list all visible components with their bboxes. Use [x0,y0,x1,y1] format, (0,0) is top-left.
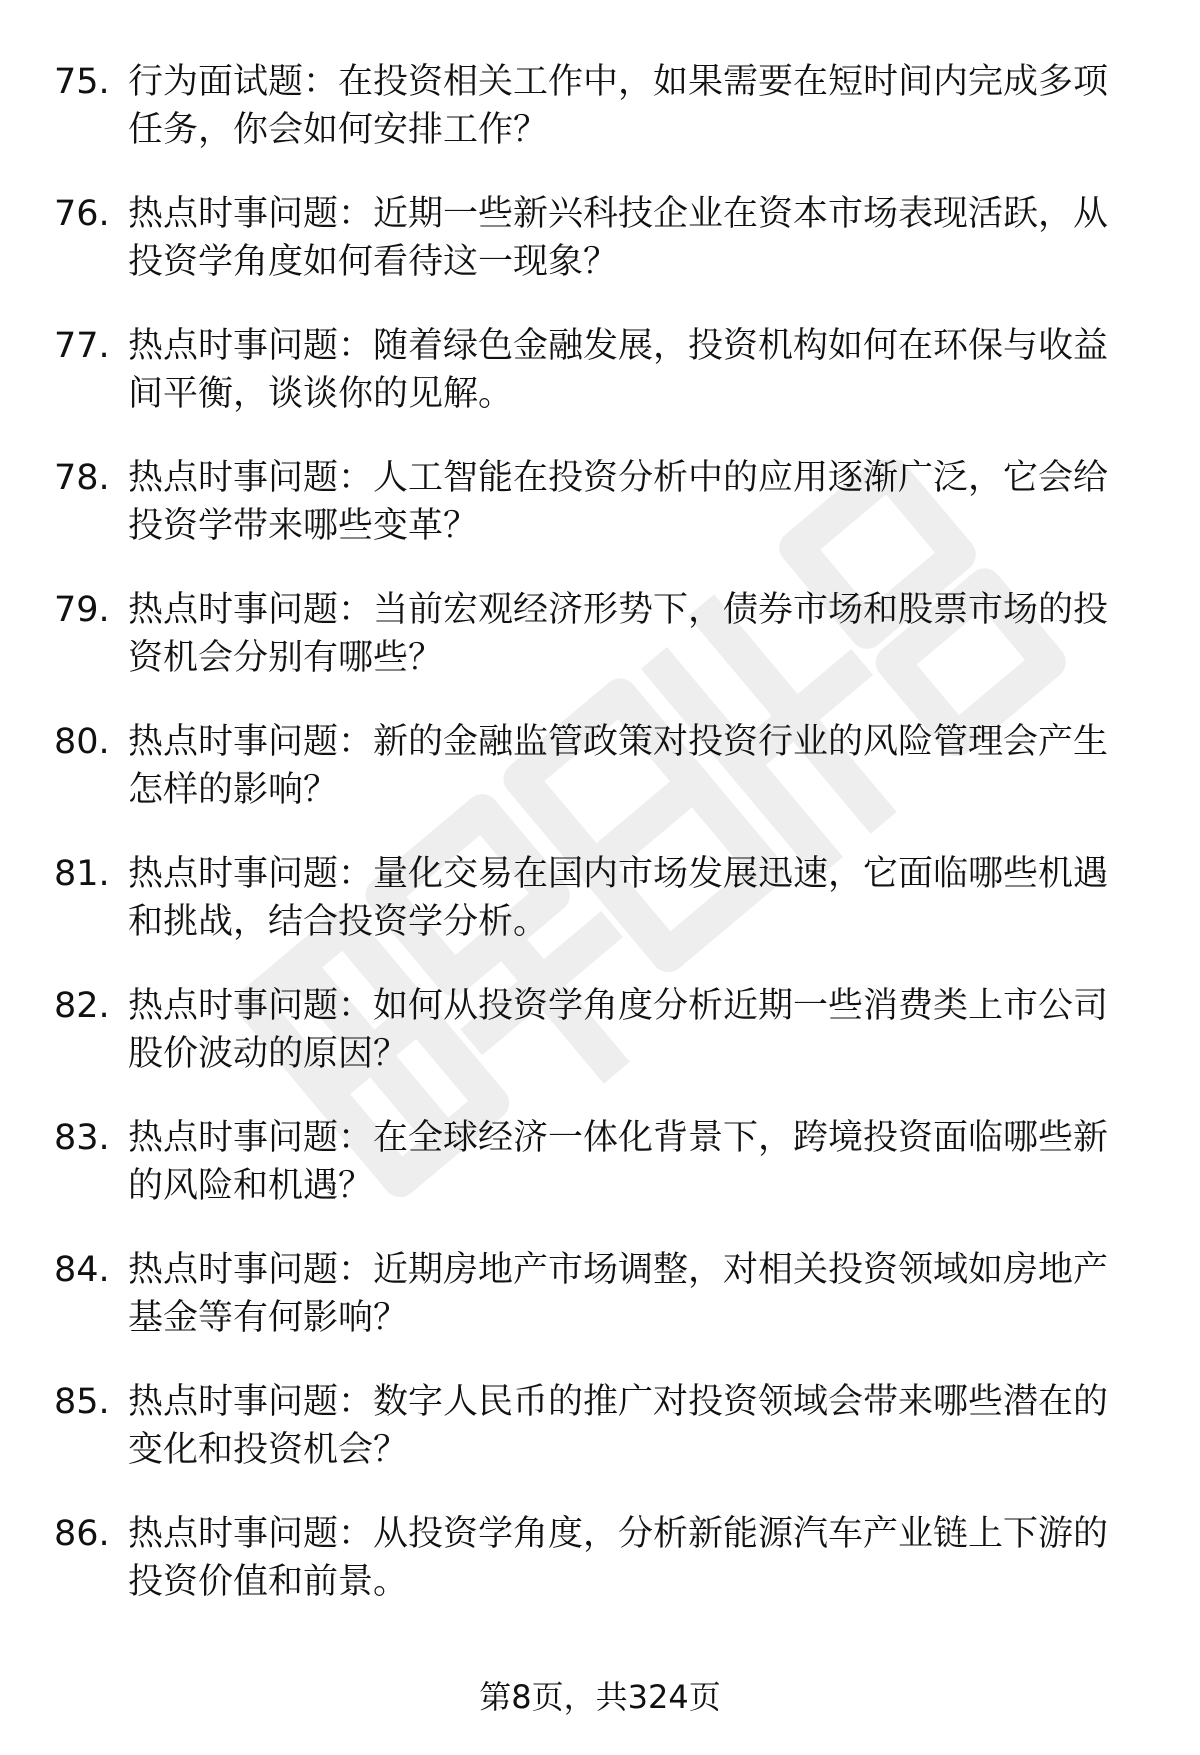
question-item [0,1246,1200,1378]
question-item [0,190,1200,322]
question-item [0,586,1200,718]
question-number: 77. [54,326,110,366]
question-text: 热点时事问题：数字人民币的推广对投资领域会带来哪些潜在的变化和投资机会？ [128,1382,1109,1470]
question-list [0,58,1200,1642]
question-text: 行为面试题：在投资相关工作中，如果需要在短时间内完成多项任务，你会如何安排工作？ [128,62,1109,150]
question-item [0,454,1200,586]
question-text: 热点时事问题：量化交易在国内市场发展迅速，它面临哪些机遇和挑战，结合投资学分析。 [128,854,1109,942]
question-number: 80. [54,722,110,762]
question-item [0,982,1200,1114]
question-item [0,1510,1200,1642]
question-number: 75. [54,62,110,102]
question-number: 81. [54,854,110,894]
question-number: 86. [54,1514,110,1554]
question-number: 82. [54,986,110,1026]
question-text: 热点时事问题：近期房地产市场调整，对相关投资领域如房地产基金等有何影响？ [128,1250,1109,1338]
question-number: 85. [54,1382,110,1422]
question-item [0,322,1200,454]
question-text: 热点时事问题：随着绿色金融发展，投资机构如何在环保与收益间平衡，谈谈你的见解。 [128,326,1109,414]
question-item [0,718,1200,850]
question-number: 83. [54,1118,110,1158]
question-text: 热点时事问题：人工智能在投资分析中的应用逐渐广泛，它会给投资学带来哪些变革？ [128,458,1109,546]
question-text: 热点时事问题：新的金融监管政策对投资行业的风险管理会产生怎样的影响？ [128,722,1109,810]
question-item [0,58,1200,190]
question-text: 热点时事问题：如何从投资学角度分析近期一些消费类上市公司股价波动的原因？ [128,986,1109,1074]
question-text: 热点时事问题：当前宏观经济形势下，债券市场和股票市场的投资机会分别有哪些？ [128,590,1109,678]
question-text: 热点时事问题：近期一些新兴科技企业在资本市场表现活跃，从投资学角度如何看待这一现象？ [128,194,1109,282]
question-text: 热点时事问题：从投资学角度，分析新能源汽车产业链上下游的投资价值和前景。 [128,1514,1109,1602]
question-item [0,850,1200,982]
question-item [0,1114,1200,1246]
question-number: 79. [54,590,110,630]
question-number: 84. [54,1250,110,1290]
question-number: 78. [54,458,110,498]
question-text: 热点时事问题：在全球经济一体化背景下，跨境投资面临哪些新的风险和机遇？ [128,1118,1109,1206]
question-item [0,1378,1200,1510]
page-footer: 第8页，共324页 [479,1678,721,1716]
question-number: 76. [54,194,110,234]
